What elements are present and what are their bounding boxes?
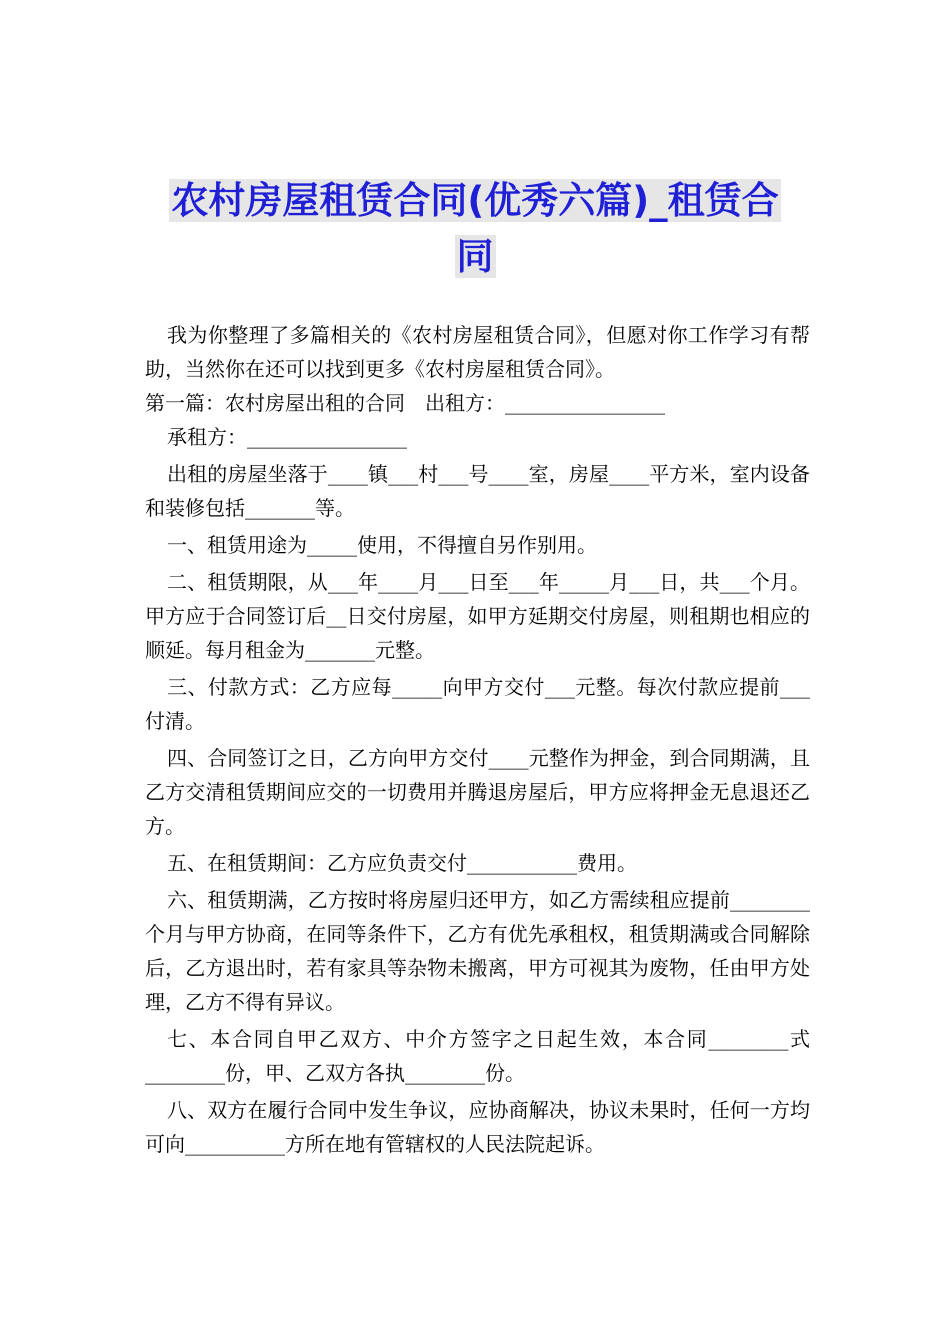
clause-2: 二、租赁期限，从___年____月___日至___年_____月___日，共___个月。甲方应于合同签订后__日交付房屋，如甲方延期交付房屋，则租期也相应的顺延。每月租金为_______元整。 (145, 570, 810, 662)
clause-1: 一、租赁用途为_____使用，不得擅自另作别用。 (167, 533, 597, 557)
tenant-line: 承租方：________________ (167, 425, 407, 449)
section-heading: 第一篇：农村房屋出租的合同 出租方：________________ (145, 391, 665, 415)
clause-8: 八、双方在履行合同中发生争议，应协商解决，协议未果时，任何一方均可向__________方所在地有管辖权的人民法院起诉。 (145, 1098, 810, 1156)
title-line-2: 同 (456, 235, 494, 278)
clause-4: 四、合同签订之日，乙方向甲方交付____元整作为押金，到合同期满，且乙方交清租赁期间应交的一切费用并腾退房屋后，甲方应将押金无息退还乙方。 (145, 746, 810, 838)
intro-paragraph: 我为你整理了多篇相关的《农村房屋租赁合同》，但愿对你工作学习有帮助，当然你在还可以找到更多《农村房屋租赁合同》。 (145, 323, 810, 381)
document-body (145, 318, 810, 1161)
title-line-1: 农村房屋租赁合同(优秀六篇)_租赁合 (171, 179, 779, 222)
document-title (150, 173, 800, 285)
clause-5: 五、在租赁期间：乙方应负责交付___________费用。 (167, 851, 637, 875)
clause-7: 七、本合同自甲乙双方、中介方签字之日起生效，本合同________式________份，甲、乙双方各执________份。 (145, 1027, 810, 1085)
clause-6: 六、租赁期满，乙方按时将房屋归还甲方，如乙方需续租应提前________个月与甲方协商，在同等条件下，乙方有优先承租权，租赁期满或合同解除后，乙方退出时，若有家具等杂物未搬离，甲方可视其为废物，任由甲方处理，乙方不得有异议。 (145, 888, 810, 1014)
property-paragraph: 出租的房屋坐落于____镇___村___号____室，房屋____平方米，室内设备和装修包括_______等。 (145, 462, 810, 520)
clause-3: 三、付款方式：乙方应每_____向甲方交付___元整。每次付款应提前___付清。 (145, 675, 810, 733)
